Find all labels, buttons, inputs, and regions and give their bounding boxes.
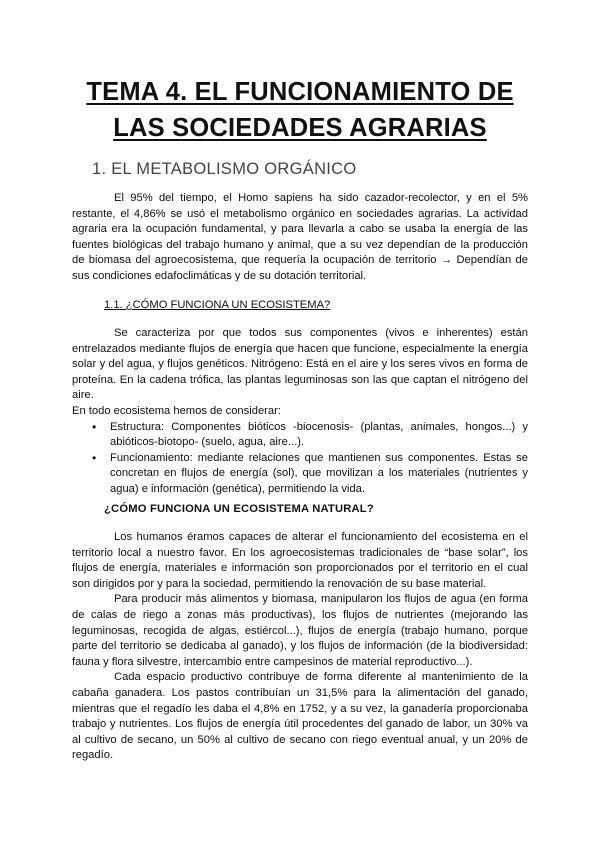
- page-title: [70, 74, 530, 146]
- consider-line: En todo ecosistema hemos de considerar:: [72, 404, 281, 417]
- paragraph: Para producir más alimentos y biomasa, manipularon los flujos de agua (en forma de calas de riego a zonas más productivas), los flujos de nutrientes (mejorando las leguminosas, recogida de algas, estiércol...), flujos de energía (trabajo humano, porque parte del territorio se dedicaba al ganado), y los flujos de información (de la biodiversidad: fauna y flora silvestre, intercambio entre campesinos de material reproductivo...).: [72, 593, 528, 668]
- paragraph: El 95% del tiempo, el Homo sapiens ha sido cazador-recolector, y en el 5% restante, el 4,86% se usó el metabolismo orgánico en sociedades agrarias. La actividad agraria era la ocupación fundamental, y para llevarla a cabo se usaba la energía de las fuentes biológicas del trabajo humano y animal, que a su vez dependían de la producción de biomasa del agroecosistema, que requería la ocupación de territorio → Dependían de sus condiciones edafoclimáticas y de su dotación territorial.: [72, 192, 528, 282]
- section-heading: 1. EL METABOLISMO ORGÁNICO: [92, 160, 357, 178]
- title-line-1: TEMA 4. EL FUNCIONAMIENTO DE: [86, 78, 514, 106]
- paragraph: Se caracteriza por que todos sus componentes (vivos e inherentes) están entrelazados mediante flujos de energía que hacen que funcione, especialmente la energía solar y del agua, y flujos genéticos. Nitrógeno: Está en el aire y los seres vivos en forma de proteína. En la cadena trófica, las plantas leguminosas son las que captan el nitrógeno del aire.: [72, 327, 528, 402]
- subsection-heading: 1.1. ¿CÓMO FUNCIONA UN ECOSISTEMA?: [104, 299, 331, 311]
- natural-ecosystem-body: [72, 530, 528, 764]
- subsection-body: [72, 326, 528, 498]
- bullet-list: [72, 420, 528, 498]
- section-paragraph: [72, 191, 528, 285]
- natural-ecosystem-heading: ¿CÓMO FUNCIONA UN ECOSISTEMA NATURAL?: [104, 503, 374, 515]
- paragraph: Los humanos éramos capaces de alterar el funcionamiento del ecosistema en el territorio local a nuestro favor. En los agroecosistemas tradicionales de “base solar”, los flujos de energía, materiales e información son proporcionados por el territorio en el cual son dirigidos por y para la sociedad, permitiendo la renovación de su base material.: [72, 531, 528, 590]
- title-line-2: LAS SOCIEDADES AGRARIAS: [113, 114, 487, 142]
- list-item: • Funcionamiento: mediante relaciones que mantienen sus componentes. Estas se concretan en flujos de energía (sol), que movilizan a los materiales (nutrientes y agua) e información (genética), permitiendo la vida.: [72, 451, 528, 498]
- list-item: • Estructura: Componentes bióticos -biocenosis- (plantas, animales, hongos...) y abióticos-biotopo- (suelo, agua, aire...).: [72, 420, 528, 451]
- paragraph: Cada espacio productivo contribuye de forma diferente al mantenimiento de la cabaña ganadera. Los pastos contribuían un 31,5% para la alimentación del ganado, mientras que el regadío les daba el 4,8% en 1752, y a su vez, la ganadería proporcionaba trabajo y nutrientes. Los flujos de energía útil procedentes del ganado de labor, un 30% va al cultivo de secano, un 50% al cultivo de secano con riego eventual anual, y un 20% de regadío.: [72, 671, 528, 762]
